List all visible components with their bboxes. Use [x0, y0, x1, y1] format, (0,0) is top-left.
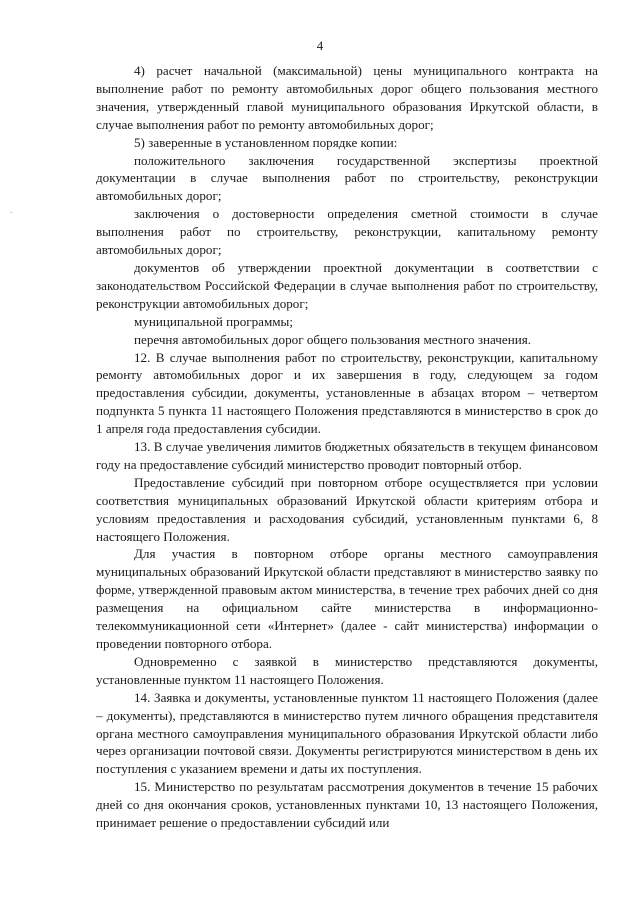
page-number: 4 [316, 38, 324, 53]
paragraph-clause-13: 13. В случае увеличения лимитов бюджетных обязательств в текущем финансовом году на предоставление субсидий министерство проводит повторный отбор. [96, 439, 598, 472]
paragraph-item-4-contract-price: 4) расчет начальной (максимальной) цены муниципального контракта на выполнение работ по ремонту автомобильных дорог общего пользования местного значения, утвержденный главой муниципального образования Иркутской области, в случае выполнения работ по ремонту автомобильных дорог; [96, 63, 598, 132]
paragraph-clause-12: 12. В случае выполнения работ по строительству, реконструкции, капитальному ремонту автомобильных дорог и их завершения в году, следующем за годом предоставления субсидии, документы, установленные в абзацах втором – четвертом подпункта 5 пункта 11 настоящего Положения представляются в министерство в срок до 1 апреля года предоставления субсидии. [96, 349, 598, 437]
paragraph-roads-list: перечня автомобильных дорог общего пользования местного значения. [134, 331, 532, 347]
paragraph-item-5-certified-copies: 5) заверенные в установленном порядке копии: [134, 134, 398, 150]
paragraph-documents-with-application: Одновременно с заявкой в министерство представляются документы, установленные пунктом 11 настоящего Положения. [96, 653, 598, 687]
paragraph-repeat-selection-conditions: Предоставление субсидий при повторном отборе осуществляется при условии соответствия муниципальных образований Иркутской области критериям отбора и условиям предоставления и расходования субсидий, установленным пунктами 6, 8 настоящего Положения. [96, 474, 598, 544]
paragraph-clause-15: 15. Министерство по результатам рассмотрения документов в течение 15 рабочих дней со дня окончания сроков, установленных пунктами 10, 13 настоящего Положения, принимает решение о предоставлении субсидий или [96, 779, 598, 831]
paragraph-clause-14: 14. Заявка и документы, установленные пунктом 11 настоящего Положения (далее – документы), представляются в министерство путем личного обращения представителя органа местного самоуправления муниципального образования Иркутской области либо через организации почтовой связи. Документы регистрируются министерством в день их поступления с указанием времени и даты их поступления. [96, 689, 598, 777]
paragraph-project-approval-documents: документов об утверждении проектной документации в соответствии с законодательством Российской Федерации в случае выполнения работ по строительству, реконструкции автомобильных дорог; [96, 259, 598, 311]
paragraph-municipal-program: муниципальной программы; [134, 313, 293, 329]
document-body [96, 62, 598, 832]
margin-mark: . [10, 205, 13, 215]
paragraph-repeat-selection-application: Для участия в повторном отборе органы местного самоуправления муниципальных образований Иркутской области представляют в министерство заявку по форме, утвержденной правовым актом министерства, в течение трех рабочих дней со дня размещения на официальном сайте министерства в информационно-телекоммуникационной сети «Интернет» (далее - сайт министерства) информации о проведении повторного отбора. [96, 546, 598, 651]
paragraph-estimate-conclusion: заключения о достоверности определения сметной стоимости в случае выполнения работ по строительству, реконструкции, капитальному ремонту автомобильных дорог; [96, 206, 598, 258]
paragraph-expertise-conclusion: положительного заключения государственной экспертизы проектной документации в случае выполнения работ по строительству, реконструкции автомобильных дорог; [96, 152, 598, 204]
